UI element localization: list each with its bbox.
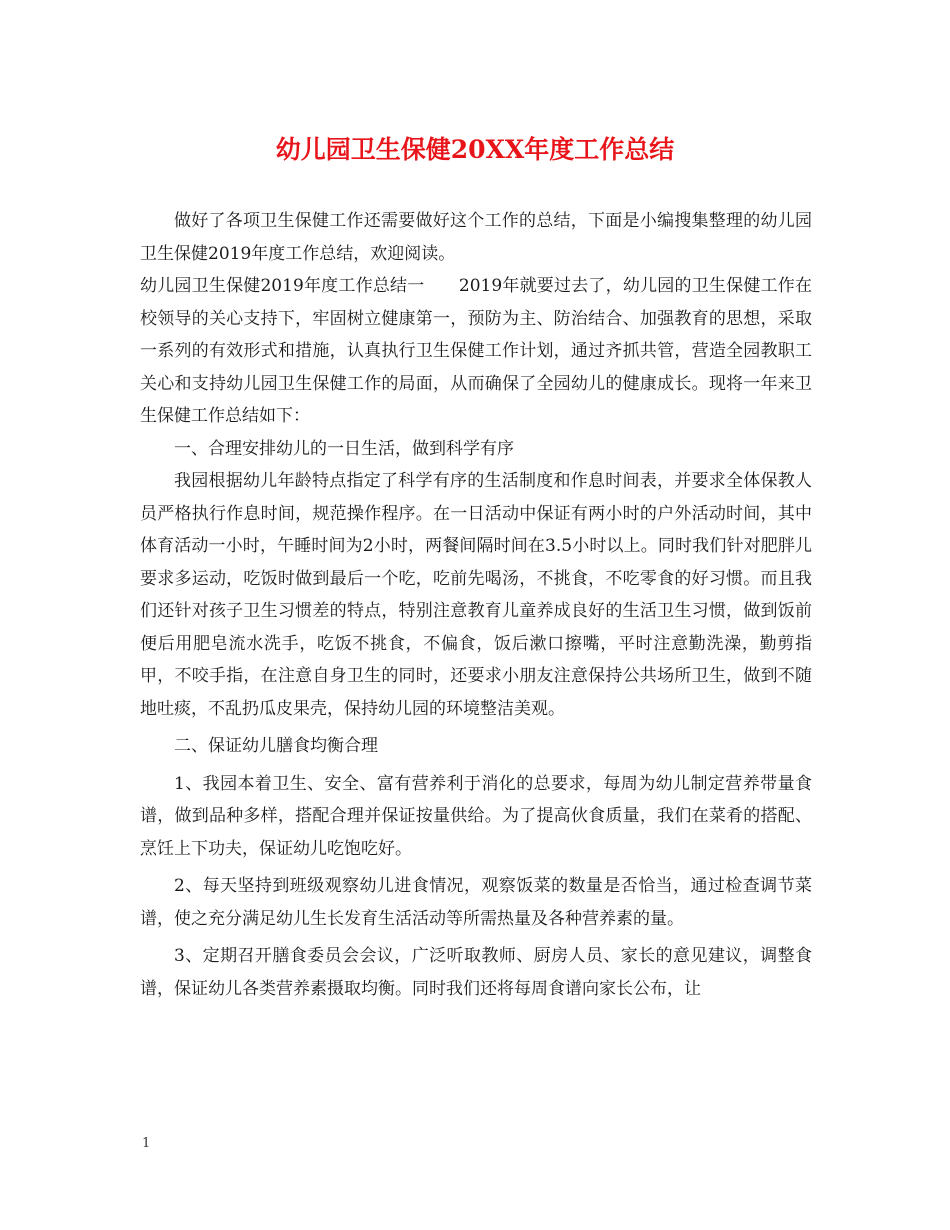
paragraph-diet-one: 1、我园本着卫生、安全、富有营养利于消化的总要求，每周为幼儿制定营养带量食谱，做到品种多样，搭配合理并保证按量供给。为了提高伙食质量，我们在菜肴的搭配、烹饪上下功夫，保证幼儿吃饱吃好。	[140, 773, 812, 859]
section-heading-one: 一、合理安排幼儿的一日生活，做到科学有序	[174, 438, 514, 459]
paragraph-diet-two: 2、每天坚持到班级观察幼儿进食情况，观察饭菜的数量是否恰当，通过检查调节菜谱，使之充分满足幼儿生长发育生活活动等所需热量及各种营养素的量。	[140, 876, 812, 929]
document-body	[140, 205, 812, 1005]
paragraph-summary-one: 幼儿园卫生保健2019年度工作总结一 2019年就要过去了，幼儿园的卫生保健工作在校领导的关心支持下，牢固树立健康第一，预防为主、防治结合、加强教育的思想，采取一系列的有效形式和措施，认真执行卫生保健工作计划，通过齐抓共管，营造全园教职工关心和支持幼儿园卫生保健工作的局面，从而确保了全园幼儿的健康成长。现将一年来卫生保健工作总结如下：	[140, 276, 812, 426]
page-number: 1	[142, 1136, 151, 1151]
section-heading-two: 二、保证幼儿膳食均衡合理	[174, 736, 378, 756]
page-title: 幼儿园卫生保健20XX年度工作总结	[275, 135, 675, 164]
paragraph-intro: 做好了各项卫生保健工作还需要做好这个工作的总结，下面是小编搜集整理的幼儿园卫生保健2019年度工作总结，欢迎阅读。	[140, 211, 812, 264]
paragraph-daily-life: 我园根据幼儿年龄特点指定了科学有序的生活制度和作息时间表，并要求全体保教人员严格执行作息时间，规范操作程序。在一日活动中保证有两小时的户外活动时间，其中体育活动一小时，午睡时间为2小时，两餐间隔时间在3.5小时以上。同时我们针对肥胖儿要求多运动，吃饭时做到最后一个吃，吃前先喝汤，不挑食，不吃零食的好习惯。而且我们还针对孩子卫生习惯差的特点，特别注意教育儿童养成良好的生活卫生习惯，做到饭前便后用肥皂流水洗手，吃饭不挑食，不偏食，饭后漱口擦嘴，平时注意勤洗澡，勤剪指甲，不咬手指，在注意自身卫生的同时，还要求小朋友注意保持公共场所卫生，做到不随地吐痰，不乱扔瓜皮果壳，保持幼儿园的环境整洁美观。	[140, 471, 812, 719]
paragraph-diet-three: 3、定期召开膳食委员会会议，广泛听取教师、厨房人员、家长的意见建议，调整食谱，保证幼儿各类营养素摄取均衡。同时我们还将每周食谱向家长公布，让	[140, 946, 812, 999]
